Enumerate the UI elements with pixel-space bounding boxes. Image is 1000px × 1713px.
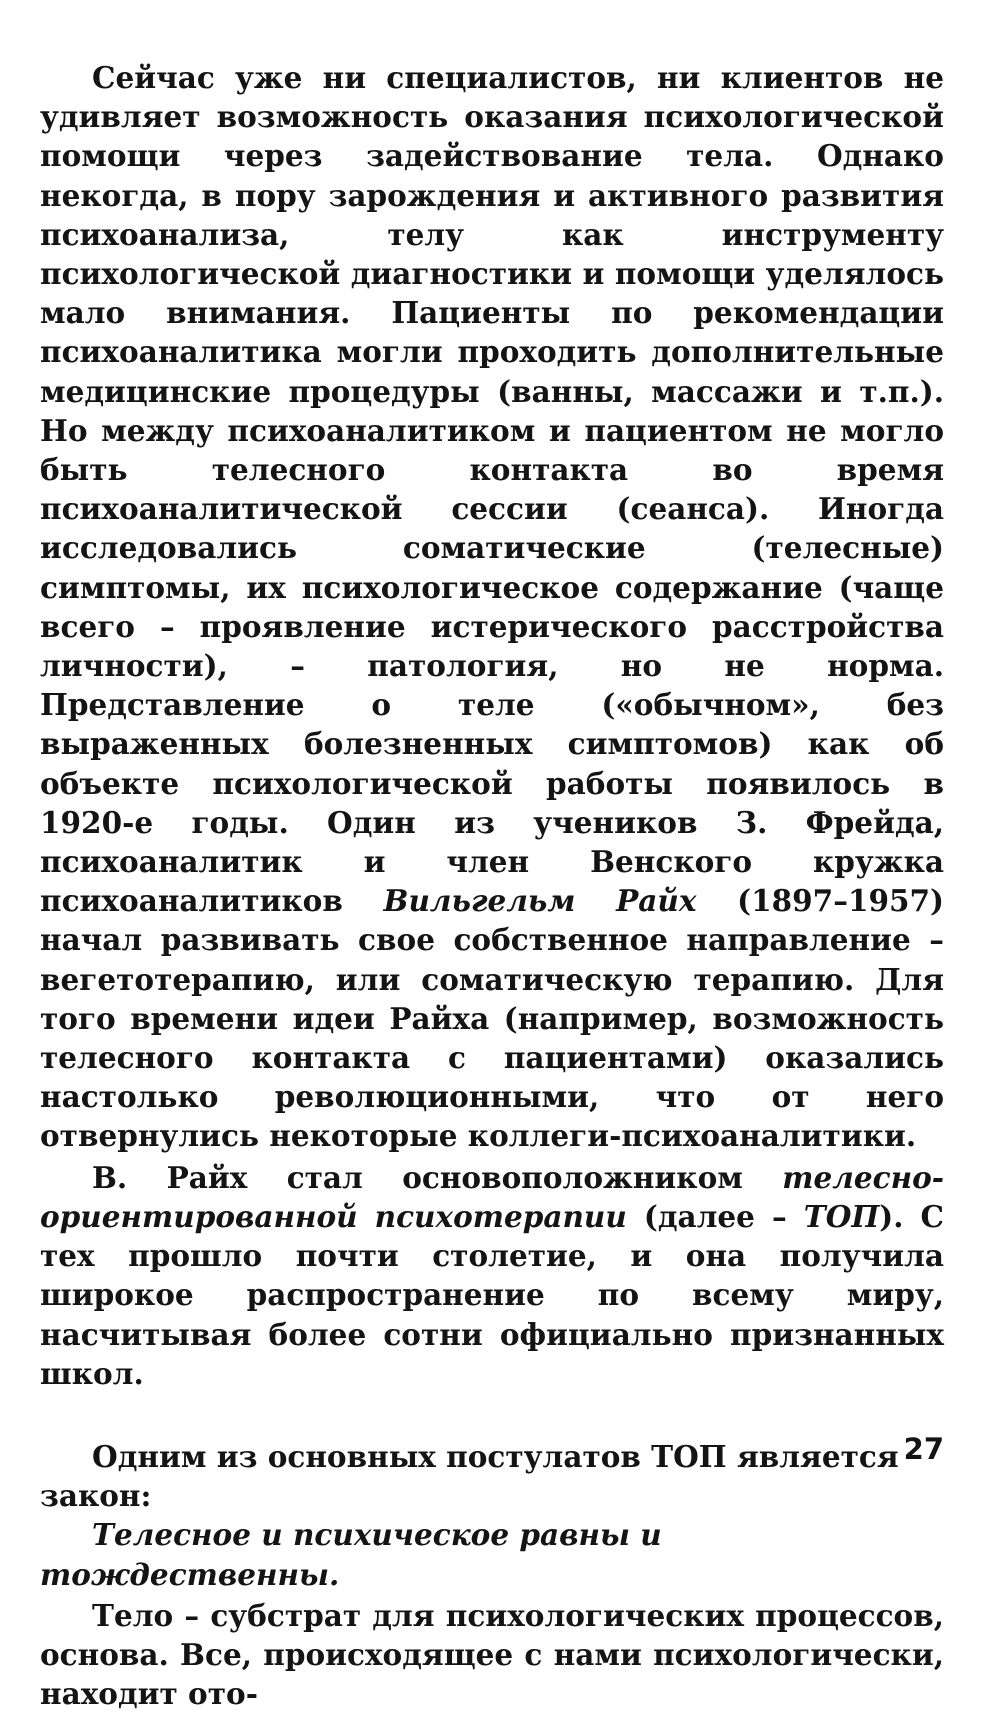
- top-abbreviation: ТОП: [803, 1198, 880, 1234]
- paragraph-founder-text-c: ). С тех прошло почти столетие, и она получила широкое распространение по всему миру, насчитывая более сотни официально признанных школ.: [40, 1198, 945, 1391]
- postulate-intro: Одним из основных постулатов ТОП является закон:: [40, 1438, 899, 1514]
- paragraph-history-text-a: Сейчас уже ни специалистов, ни клиентов не удивляет возможность оказания психологической помощи через задействование тела. Однако некогда, в пору зарождения и активного развития психоанализа, телу как инструменту психологической диагностики и помощи уделялось мало внимания. Пациенты по рекомендации психоаналитика могли проходить дополнительные медицинские процедуры (ванны, массажи и т.п.). Но между психоаналитиком и пациентом не могло быть телесного контакта во время психоаналитической сессии (сеанса). Иногда исследовались соматические (телесные) симптомы, их психологическое содержание (чаще всего – проявление истерического расстройства личности), – патология, но не норма. Представление о теле («обычном», без выраженных болезненных симптомов) как об объекте психологической работы появилось в 1920-е годы. Один из учеников З. Фрейда, психоаналитик и член Венского кружка психоаналитиков: [40, 60, 944, 919]
- paragraph-founder-text-a: В. Райх стал основоположником: [92, 1159, 783, 1195]
- paragraph-founder-text-b: (далее –: [626, 1198, 804, 1234]
- page-number: 27: [903, 1432, 944, 1466]
- paragraph-body-substrate: Тело – субстрат для психологических процессов, основа. Все, происходящее с нами психологически, находит ото-: [40, 1597, 944, 1712]
- postulate-law: Телесное и психическое равны и тождественны.: [40, 1517, 662, 1592]
- reich-name-emphasis: Вильгельм Райх: [383, 883, 697, 919]
- paragraph-history: [40, 58, 944, 1156]
- paragraph-founder: [40, 1158, 944, 1393]
- body-oriented-therapy-term: телесно-ориентированной психотерапии: [40, 1159, 944, 1234]
- paragraph-postulate: [40, 1437, 944, 1594]
- page-body: [40, 58, 944, 1713]
- paragraph-history-text-b: (1897–1957) начал развивать свое собственное направление – вегетотерапию, или соматическую терапию. Для того времени идеи Райха (например, возможность телесного контакта с пациентами) оказались настолько революционными, что от него отвернулись некоторые коллеги-психоаналитики.: [40, 883, 945, 1154]
